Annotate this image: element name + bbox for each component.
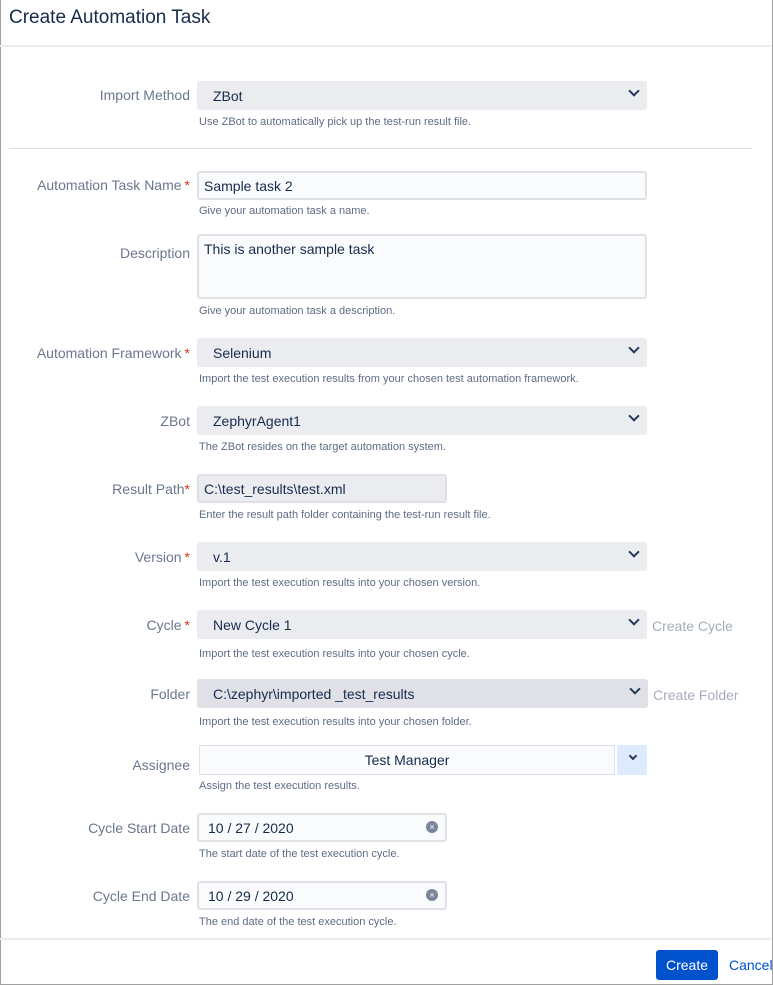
- start-date-value: 10 / 27 / 2020: [208, 820, 294, 836]
- framework-label: Automation Framework *: [36, 345, 190, 361]
- task-name-label: Automation Task Name *: [37, 177, 190, 193]
- cycle-select[interactable]: [197, 610, 647, 639]
- result-path-label: Result Path*: [112, 481, 190, 497]
- chevron-down-icon: [629, 752, 637, 760]
- chevron-down-icon: [629, 683, 640, 694]
- framework-select[interactable]: [197, 338, 647, 367]
- assignee-label: Assignee: [132, 757, 190, 773]
- task-name-help: Give your automation task a name.: [199, 205, 370, 217]
- create-cycle-link[interactable]: Create Cycle: [652, 618, 733, 634]
- start-date-label: Cycle Start Date: [88, 820, 190, 836]
- assignee-dropdown-button[interactable]: [617, 745, 647, 775]
- task-name-input[interactable]: Sample task 2: [197, 171, 647, 200]
- cancel-button[interactable]: Cancel: [729, 957, 773, 973]
- zbot-value: ZephyrAgent1: [213, 413, 301, 429]
- header-divider: [0, 45, 771, 47]
- version-help: Import the test execution results into your chosen version.: [199, 577, 481, 589]
- framework-value: Selenium: [213, 345, 272, 361]
- folder-help: Import the test execution results into your chosen folder.: [199, 716, 472, 728]
- description-label: Description: [119, 245, 190, 261]
- clear-icon[interactable]: ×: [426, 821, 438, 833]
- cycle-help: Import the test execution results into your chosen cycle.: [199, 648, 470, 660]
- result-path-input[interactable]: C:\test_results\test.xml: [197, 474, 447, 503]
- zbot-label: ZBot: [160, 413, 190, 429]
- folder-select[interactable]: [197, 679, 648, 708]
- chevron-down-icon: [628, 546, 639, 557]
- cycle-label: Cycle *: [146, 617, 190, 633]
- end-date-value: 10 / 29 / 2020: [208, 888, 294, 904]
- version-label: Version *: [134, 549, 190, 565]
- framework-help: Import the test execution results from your chosen test automation framework.: [199, 373, 579, 385]
- start-date-help: The start date of the test execution cycle.: [199, 848, 400, 860]
- zbot-help: The ZBot resides on the target automation system.: [199, 441, 447, 453]
- chevron-down-icon: [628, 342, 639, 353]
- folder-label: Folder: [150, 686, 190, 702]
- footer-divider: [0, 938, 771, 940]
- description-textarea[interactable]: This is another sample task: [197, 234, 647, 299]
- create-button[interactable]: Create: [656, 950, 718, 980]
- assignee-select[interactable]: Test Manager: [199, 745, 615, 775]
- cycle-value: New Cycle 1: [213, 617, 292, 633]
- chevron-down-icon: [628, 85, 639, 96]
- end-date-input[interactable]: [197, 881, 447, 910]
- assignee-help: Assign the test execution results.: [199, 780, 360, 792]
- import-method-value: ZBot: [213, 88, 243, 104]
- create-folder-link[interactable]: Create Folder: [653, 687, 739, 703]
- chevron-down-icon: [628, 410, 639, 421]
- chevron-down-icon: [628, 614, 639, 625]
- version-value: v.1: [213, 549, 231, 565]
- import-method-help: Use ZBot to automatically pick up the test-run result file.: [199, 116, 472, 128]
- version-select[interactable]: [197, 542, 647, 571]
- zbot-select[interactable]: [197, 406, 647, 435]
- section-divider: [9, 148, 752, 149]
- dialog-title: Create Automation Task: [9, 7, 211, 28]
- result-path-help: Enter the result path folder containing the test-run result file.: [199, 509, 491, 521]
- folder-value: C:\zephyr\imported _test_results: [213, 686, 415, 702]
- start-date-input[interactable]: [197, 813, 447, 842]
- end-date-label: Cycle End Date: [92, 888, 190, 904]
- end-date-help: The end date of the test execution cycle.: [199, 916, 397, 928]
- import-method-select[interactable]: [197, 81, 647, 110]
- import-method-label: Import Method: [99, 87, 190, 103]
- description-help: Give your automation task a description.: [199, 305, 396, 317]
- clear-icon[interactable]: ×: [426, 889, 438, 901]
